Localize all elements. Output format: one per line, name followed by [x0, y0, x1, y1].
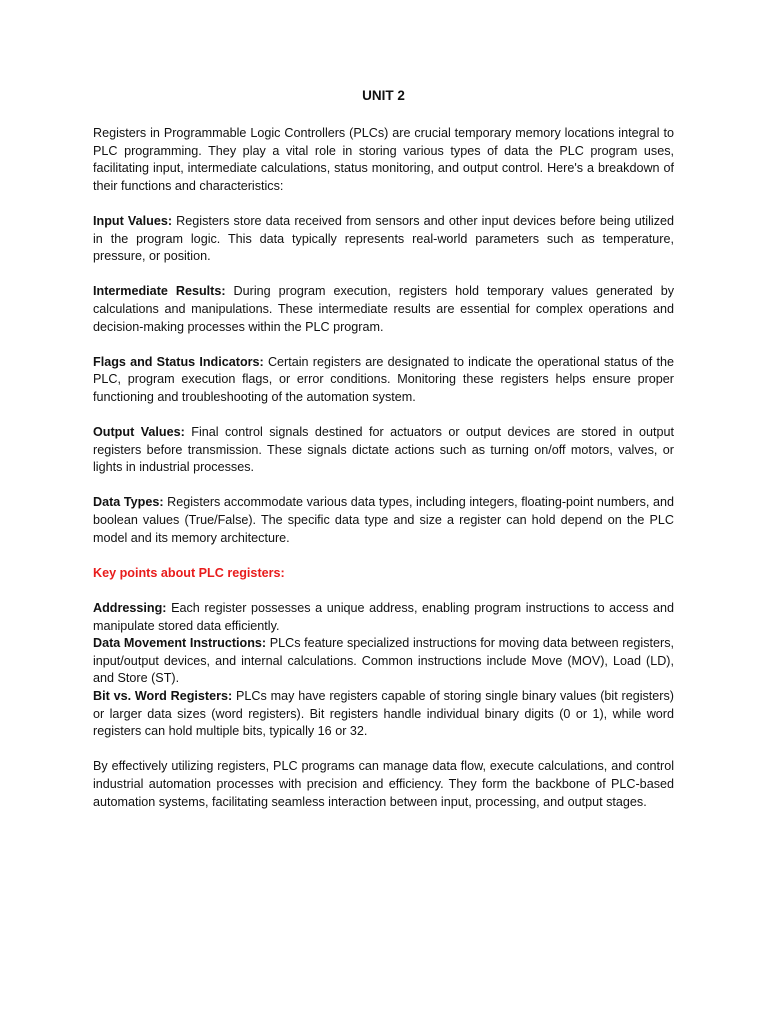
key-point-text: PLCs may have registers capable of storing single binary values (bit registers) or larger data sizes (word registers). Bit registers handle individual binary digits (0 or 1), while word registers can hold multiple bits, typically 16 or 32. — [93, 689, 674, 739]
key-point-label: Data Movement Instructions: — [93, 636, 267, 651]
key-point-label: Addressing: — [93, 601, 167, 616]
section-label: Data Types: — [93, 495, 164, 510]
spacer — [93, 195, 674, 213]
section-text: Final control signals destined for actuators or output devices are stored in output registers before transmission. These signals dictate actions such as turning on/off motors, valves, or lights in industrial processes. — [93, 425, 674, 475]
intro-paragraph: Registers in Programmable Logic Controllers (PLCs) are crucial temporary memory locations integral to PLC programming. They play a vital role in storing various types of data the PLC program uses, facilitating input, intermediate calculations, status monitoring, and output control. Here's a breakdown of their functions and characteristics: — [93, 126, 674, 193]
spacer — [93, 407, 674, 425]
section-flags-status — [93, 354, 674, 407]
spacer — [93, 336, 674, 354]
key-point-addressing — [93, 600, 674, 635]
section-text: Registers accommodate various data types, including integers, floating-point numbers, and boolean values (True/False). The specific data type and size a register can hold depend on the PLC model and its memory architecture. — [93, 495, 675, 545]
spacer — [93, 741, 674, 759]
spacer — [93, 266, 674, 284]
key-point-text: Each register possesses a unique address, enabling program instructions to access and manipulate stored data efficiently. — [93, 601, 674, 633]
spacer — [93, 547, 674, 565]
section-text: Registers store data received from sensors and other input devices before being utilized in the program logic. This data typically represents real-world parameters such as temperature, pressure, or position. — [93, 213, 674, 264]
section-input-values — [93, 213, 674, 266]
key-points-heading: Key points about PLC registers: — [93, 565, 285, 580]
document-title: UNIT 2 — [362, 88, 405, 103]
section-text: Certain registers are designated to indicate the operational status of the PLC, program execution flags, or error conditions. Monitoring these registers helps ensure proper functioning and troubleshooting of the automation system. — [93, 354, 674, 404]
section-label: Flags and Status Indicators: — [93, 354, 264, 369]
key-point-label: Bit vs. Word Registers: — [93, 689, 233, 703]
key-point-bit-vs-word — [93, 688, 674, 741]
section-output-values — [93, 424, 674, 477]
key-point-data-movement — [93, 635, 674, 688]
spacer — [93, 477, 674, 495]
section-intermediate-results — [93, 283, 674, 336]
section-data-types — [93, 494, 674, 547]
section-label: Intermediate Results: — [93, 284, 226, 299]
section-label: Input Values: — [93, 213, 173, 228]
section-text: During program execution, registers hold temporary values generated by calculations and manipulations. These intermediate results are essential for complex operations and decision-making processes within the PLC program. — [93, 284, 674, 334]
spacer — [93, 582, 674, 600]
section-label: Output Values: — [93, 425, 185, 440]
conclusion-paragraph: By effectively utilizing registers, PLC programs can manage data flow, execute calculations, and control industrial automation processes with precision and efficiency. They form the backbone of PLC-based automation systems, facilitating seamless interaction between input, processing, and output stages. — [93, 759, 674, 809]
key-point-text: PLCs feature specialized instructions for moving data between registers, input/output devices, and internal calculations. Common instructions include Move (MOV), Load (LD), and Store (ST). — [93, 636, 675, 686]
